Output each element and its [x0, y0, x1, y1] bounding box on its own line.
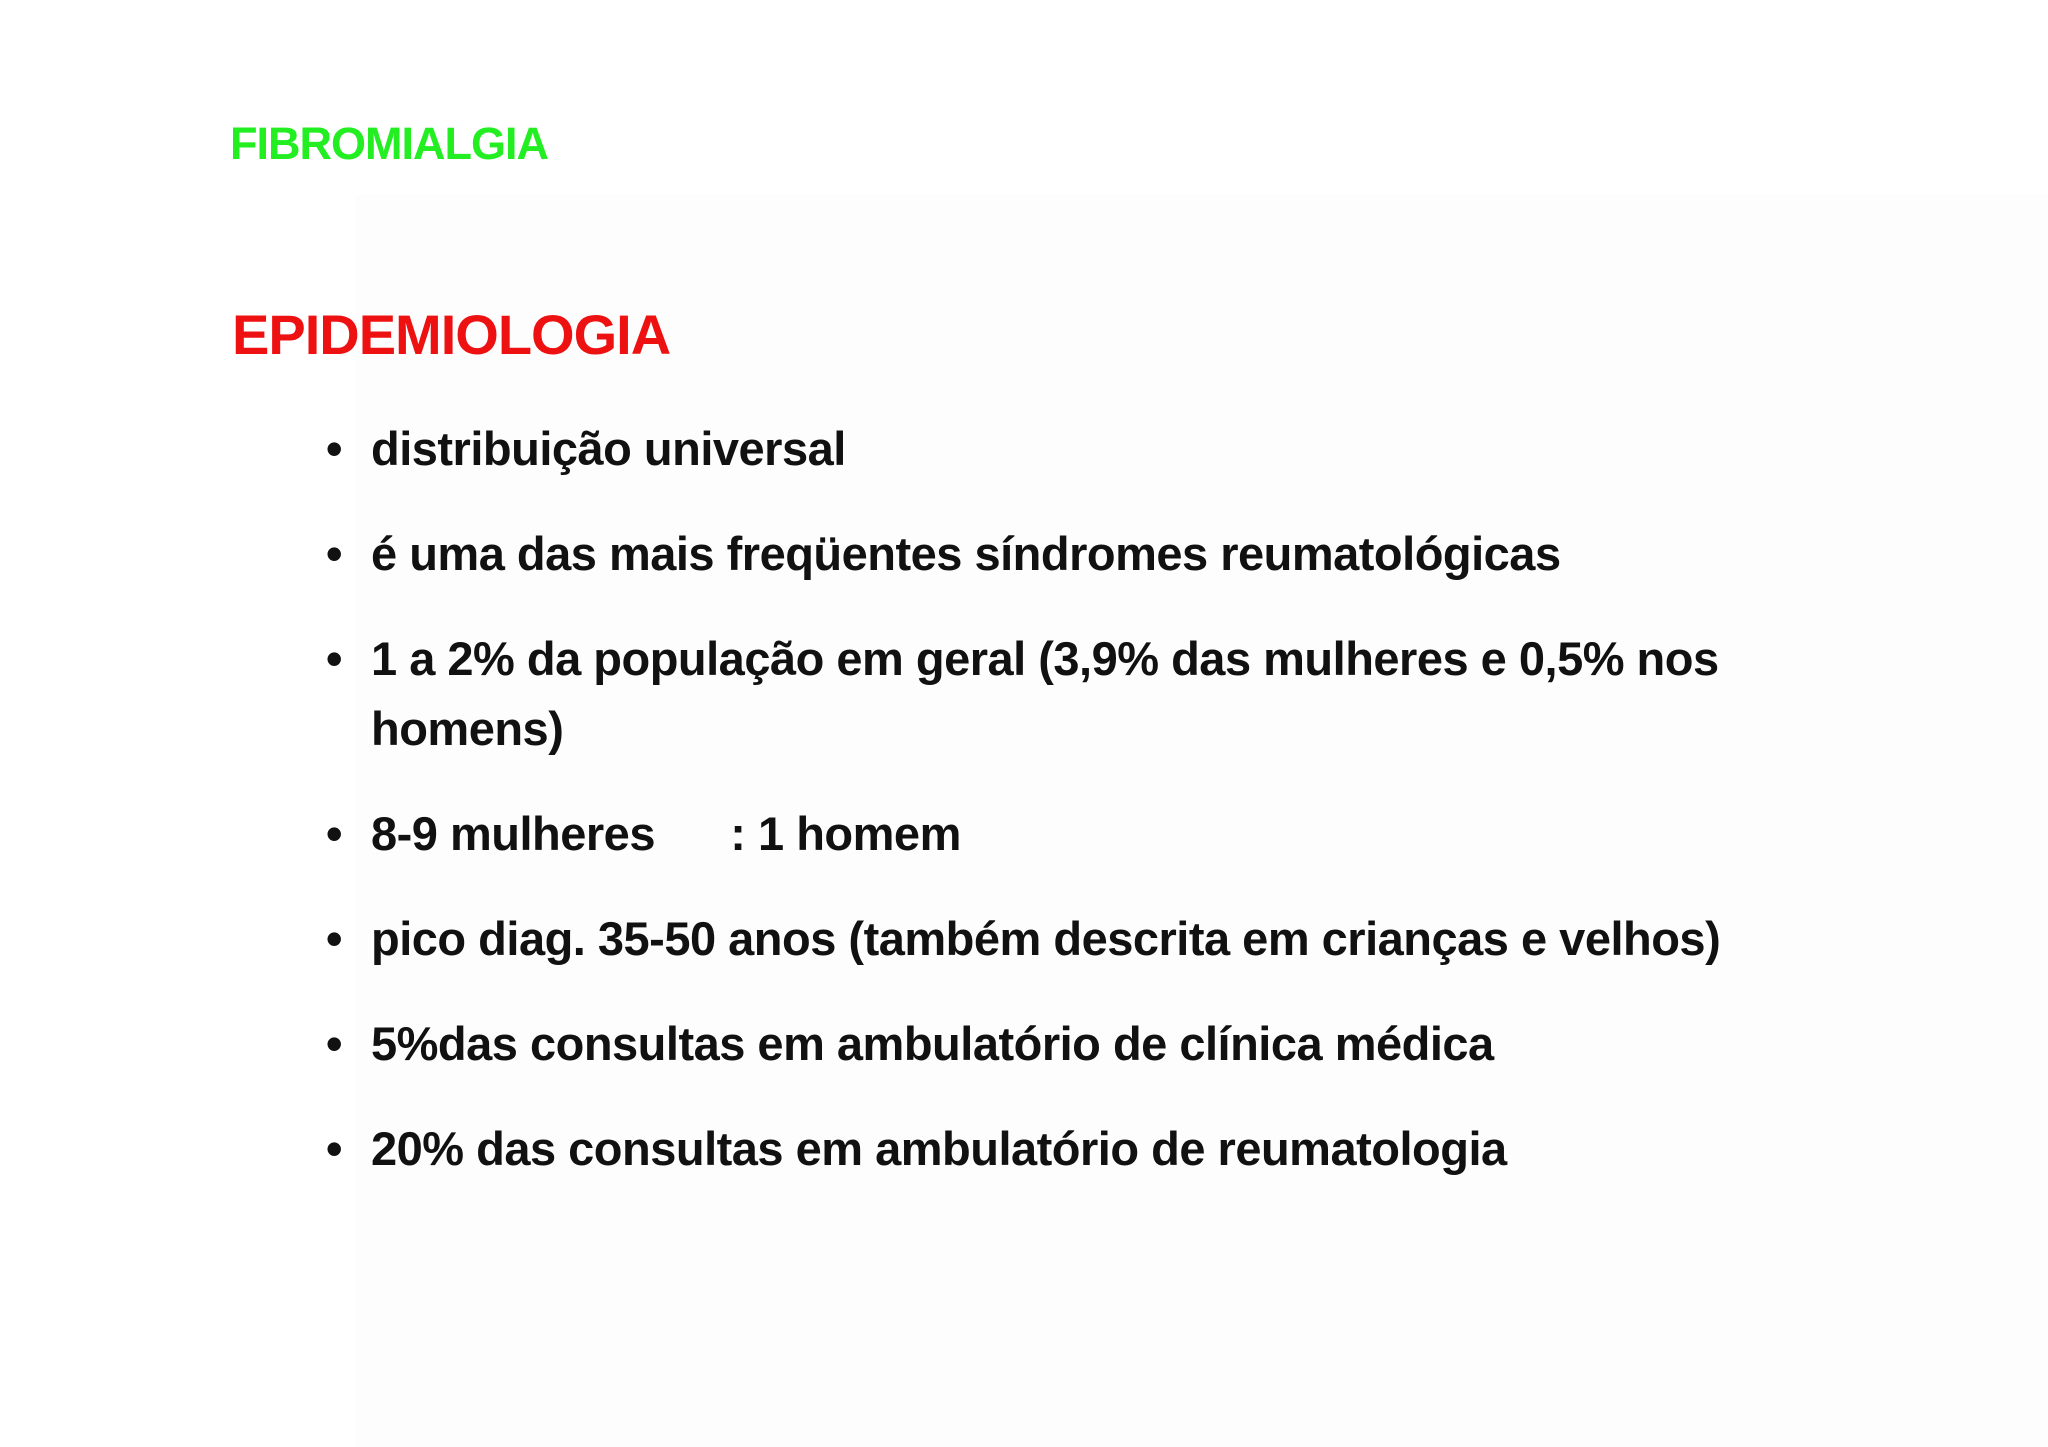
bullet-text: 1 a 2% da população em geral (3,9% das mulheres e 0,5% nos homens) — [371, 632, 1719, 755]
bullet-item — [318, 624, 1798, 764]
bullet-icon: • — [326, 1122, 342, 1175]
bullet-text: pico diag. 35-50 anos (também descrita em crianças e velhos) — [371, 912, 1721, 965]
bullet-text: 20% das consultas em ambulatório de reumatologia — [371, 1122, 1507, 1175]
slide-header: FIBROMIALGIA — [230, 118, 548, 169]
slide-title: EPIDEMIOLOGIA — [232, 303, 671, 366]
bullet-text: 5%das consultas em ambulatório de clínica médica — [371, 1017, 1494, 1070]
bullet-icon: • — [326, 422, 342, 475]
bullet-text: 8-9 mulheres : 1 homem — [371, 807, 961, 860]
bullet-icon: • — [326, 527, 342, 580]
bullet-item — [318, 1114, 1798, 1184]
bullet-icon: • — [326, 632, 342, 685]
bullet-item — [318, 414, 1798, 484]
bullet-icon: • — [326, 807, 342, 860]
bullet-item — [318, 904, 1798, 974]
bullet-icon: • — [326, 1017, 342, 1070]
bullet-item — [318, 1009, 1798, 1079]
bullet-list — [318, 414, 1798, 1219]
bullet-icon: • — [326, 912, 342, 965]
bullet-text: distribuição universal — [371, 422, 846, 475]
bullet-item — [318, 799, 1798, 869]
bullet-text: é uma das mais freqüentes síndromes reumatológicas — [371, 527, 1561, 580]
bullet-item — [318, 519, 1798, 589]
